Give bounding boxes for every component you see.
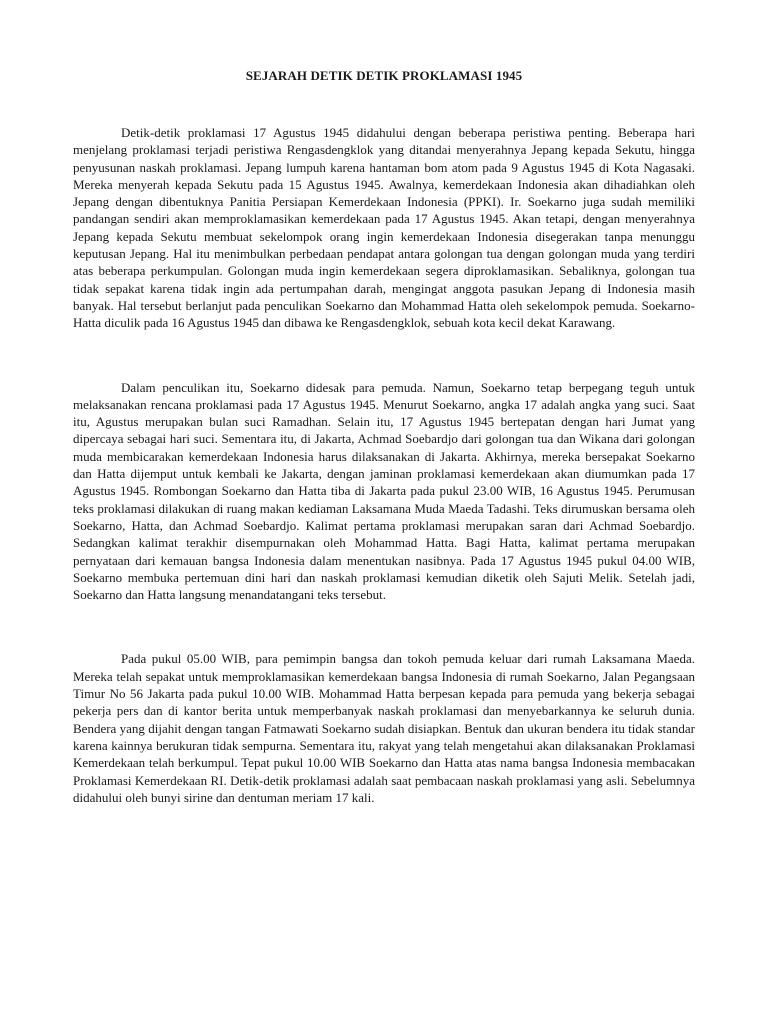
document-title: SEJARAH DETIK DETIK PROKLAMASI 1945 <box>245 68 523 83</box>
paragraph-3: Pada pukul 05.00 WIB, para pemimpin bangsa dan tokoh pemuda keluar dari rumah Laksamana Maeda. Mereka telah sepakat untuk memproklamasikan kemerdekaan bangsa Indonesia di rumah Soekarno, Jalan Pegangsaan Timur No 56 Jakarta pada pukul 10.00 WIB. Mohammad Hatta berpesan kepada para pemuda yang bekerja sebagai pekerja pers dan di kantor berita untuk memperbanyak naskah proklamasi dan menyebarkannya ke seluruh dunia. Bendera yang dijahit dengan tangan Fatmawati Soekarno sudah disiapkan. Bentuk dan ukuran bendera itu tidak standar karena kainnya berukuran tidak sempurna. Sementara itu, rakyat yang telah mengetahui akan dilaksanakan Proklamasi Kemerdekaan telah berkumpul. Tepat pukul 10.00 WIB Soekarno dan Hatta atas nama bangsa Indonesia membacakan Proklamasi Kemerdekaan RI. Detik-detik proklamasi adalah saat pembacaan naskah proklamasi yang asli. Sebelumnya didahului oleh bunyi sirine dan dentuman meriam 17 kali. <box>73 651 695 805</box>
paragraph-1: Detik-detik proklamasi 17 Agustus 1945 didahului dengan beberapa peristiwa penting. Beberapa hari menjelang proklamasi terjadi peristiwa Rengasdengklok yang ditandai menyerahnya Jepang kepada Sekutu, hingga penyusunan naskah proklamasi. Jepang lumpuh karena hantaman bom atom pada 9 Agustus 1945 di Kota Nagasaki. Mereka menyerah kepada Sekutu pada 15 Agustus 1945. Awalnya, kemerdekaan Indonesia akan dihadiahkan oleh Jepang dengan dibentuknya Panitia Persiapan Kemerdekaan Indonesia (PPKI). Ir. Soekarno juga sudah memiliki pandangan sendiri akan memproklamasikan kemerdekaan pada 17 Agustus 1945. Akan tetapi, dengan menyerahnya Jepang kepada Sekutu membuat sekelompok orang ingin kemerdekaan Indonesia disegerakan tanpa menunggu keputusan Jepang. Hal itu menimbulkan perbedaan pendapat antara golongan tua dengan golongan muda yang terdiri atas beberapa perkumpulan. Golongan muda ingin kemerdekaan segera diproklamasikan. Sebaliknya, golongan tua tidak sepakat karena tidak ingin ada pertumpahan darah, mengingat anggota pasukan Jepang di Indonesia masih banyak. Hal tersebut berlanjut pada penculikan Soekarno dan Mohammad Hatta oleh sekelompok pemuda. Soekarno-Hatta diculik pada 16 Agustus 1945 dan dibawa ke Rengasdengklok, sebuah kota kecil dekat Karawang. <box>73 125 695 331</box>
document-body <box>73 124 695 853</box>
paragraph-2: Dalam penculikan itu, Soekarno didesak para pemuda. Namun, Soekarno tetap berpegang teguh untuk melaksanakan rencana proklamasi pada 17 Agustus 1945. Menurut Soekarno, angka 17 adalah angka yang suci. Saat itu, Agustus merupakan bulan suci Ramadhan. Selain itu, 17 Agustus 1945 bertepatan dengan hari Jumat yang dipercaya sebagai hari suci. Sementara itu, di Jakarta, Achmad Soebardjo dari golongan tua dan Wikana dari golongan muda membicarakan kemerdekaan Indonesia harus dilaksanakan di Jakarta. Akhirnya, mereka bersepakat Soekarno dan Hatta dijemput untuk kembali ke Jakarta, dengan jaminan proklamasi kemerdekaan akan diumumkan pada 17 Agustus 1945. Rombongan Soekarno dan Hatta tiba di Jakarta pada pukul 23.00 WIB, 16 Agustus 1945. Perumusan teks proklamasi dilakukan di ruang makan kediaman Laksamana Muda Maeda Tadashi. Teks dirumuskan bersama oleh Soekarno, Hatta, dan Achmad Soebardjo. Kalimat pertama proklamasi merupakan saran dari Achmad Soebardjo. Sedangkan kalimat terakhir disempurnakan oleh Mohammad Hatta. Bagi Hatta, kalimat pertama merupakan pernyataan dari kemauan bangsa Indonesia dalam menentukan nasibnya. Pada 17 Agustus 1945 pukul 04.00 WIB, Soekarno membuka pertemuan dini hari dan naskah proklamasi kemudian diketik oleh Sajuti Melik. Setelah jadi, Soekarno dan Hatta langsung menandatangani teks tersebut. <box>73 379 695 603</box>
